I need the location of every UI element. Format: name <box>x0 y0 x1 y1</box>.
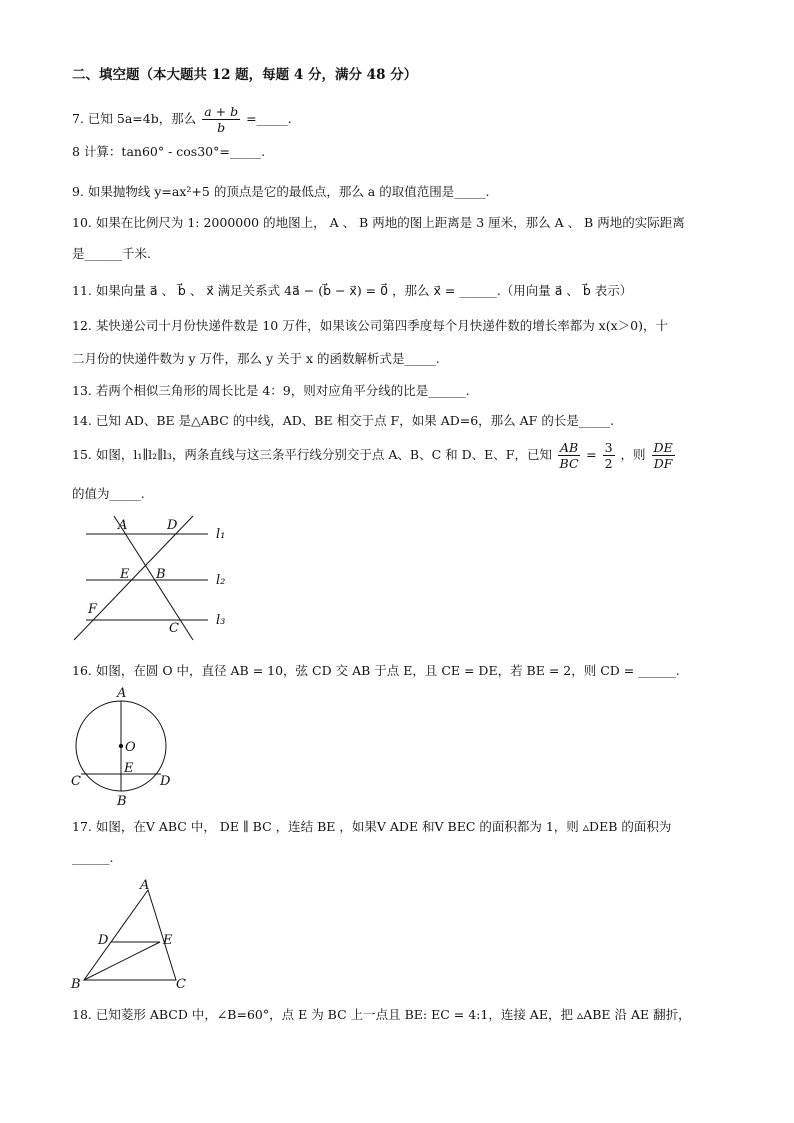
question-16: 16. 如图，在圆 O 中，直径 AB = 10，弦 CD 交 AB 于点 E，且 CE = DE，若 BE = 2，则 CD = ______. <box>72 663 680 678</box>
label-c: C <box>169 621 179 636</box>
label-e: E <box>163 933 173 948</box>
q7-fraction <box>202 104 240 135</box>
q7-numerator: a + b <box>204 104 239 119</box>
figure-15-parallel-lines <box>68 512 238 642</box>
label-l3: l₃ <box>216 613 226 628</box>
question-10-line2: 是______千米. <box>72 246 151 261</box>
label-a: A <box>140 878 150 893</box>
q15-f2-den: 2 <box>604 456 613 471</box>
question-18: 18. 已知菱形 ABCD 中，∠B=60°，点 E 为 BC 上一点且 BE: EC = 4:1，连接 AE，把 ▵ABE 沿 AE 翻折， <box>72 1007 691 1022</box>
q7-suffix: =_____. <box>246 111 292 126</box>
q15-fraction-ab-bc <box>558 440 580 471</box>
question-11: 11. 如果向量 a⃗ 、 b⃗ 、 x⃗ 满足关系式 4a⃗ − (b⃗ − x⃗) = 0⃗ ，那么 x⃗ = ______.（用向量 a⃗ 、 b⃗ 表示） <box>72 283 633 298</box>
figure-17-triangle <box>68 876 198 992</box>
label-b: B <box>117 794 127 809</box>
q15-f2-num: 3 <box>604 440 613 455</box>
question-8: 8 计算：tan60° - cos30°=_____. <box>72 144 266 159</box>
q15-equals: = <box>586 447 597 462</box>
question-13: 13. 若两个相似三角形的周长比是 4：9，则对应角平分线的比是______. <box>72 383 470 398</box>
label-d: D <box>167 518 178 533</box>
question-15-line1 <box>72 440 677 471</box>
label-f: F <box>88 602 98 617</box>
q15-prefix: 15. 如图，l₁∥l₂∥l₃，两条直线与这三条平行线分别交于点 A、B、C 和 D、E、F，已知 <box>72 447 552 462</box>
question-14: 14. 已知 AD、BE 是△ABC 的中线，AD、BE 相交于点 F，如果 AD=6，那么 AF 的长是_____. <box>72 413 615 428</box>
label-d: D <box>160 774 171 789</box>
question-17-line1: 17. 如图，在V ABC 中， DE ∥ BC ，连结 BE ，如果V ADE 和V BEC 的面积都为 1，则 ▵DEB 的面积为 <box>72 819 672 834</box>
question-17-line2: ______. <box>72 850 114 865</box>
label-e: E <box>124 761 134 776</box>
label-a: A <box>118 518 128 533</box>
question-12-line1: 12. 某快递公司十月份快递件数是 10 万件，如果该公司第四季度每个月快递件数的增长率都为 x(x＞0)，十 <box>72 318 668 333</box>
label-b: B <box>71 977 81 992</box>
figure-16-circle <box>68 684 178 810</box>
segment-be <box>84 942 160 980</box>
q7-prefix: 7. 已知 5a=4b，那么 <box>72 111 197 126</box>
label-d: D <box>98 933 109 948</box>
q15-f3-num: DE <box>653 440 673 455</box>
label-b: B <box>156 567 166 582</box>
label-l2: l₂ <box>216 573 226 588</box>
q15-mid: ，则 <box>620 447 646 462</box>
q7-denominator: b <box>217 120 226 135</box>
section-title: 二、填空题（本大题共 12 题，每题 4 分，满分 48 分） <box>72 67 418 83</box>
question-12-line2: 二月份的快递件数为 y 万件，那么 y 关于 x 的函数解析式是_____. <box>72 351 440 366</box>
q15-f1-den: BC <box>559 456 579 471</box>
question-15-line2: 的值为_____. <box>72 486 145 501</box>
q15-fraction-de-df <box>652 440 675 471</box>
question-7 <box>72 104 292 135</box>
q15-f3-den: DF <box>653 456 673 471</box>
q15-f1-num: AB <box>559 440 579 455</box>
label-l1: l₁ <box>216 527 226 542</box>
question-9: 9. 如果抛物线 y=ax²+5 的顶点是它的最低点，那么 a 的取值范围是_____. <box>72 184 490 199</box>
label-o: O <box>125 740 136 755</box>
question-10-line1: 10. 如果在比例尺为 1: 2000000 的地图上， A 、 B 两地的图上距离是 3 厘米，那么 A 、 B 两地的实际距离 <box>72 215 685 230</box>
label-c: C <box>176 977 186 992</box>
q15-fraction-3-2 <box>603 440 615 471</box>
center-point <box>119 744 123 748</box>
label-a: A <box>117 686 127 701</box>
label-c: C <box>71 774 81 789</box>
label-e: E <box>120 567 130 582</box>
